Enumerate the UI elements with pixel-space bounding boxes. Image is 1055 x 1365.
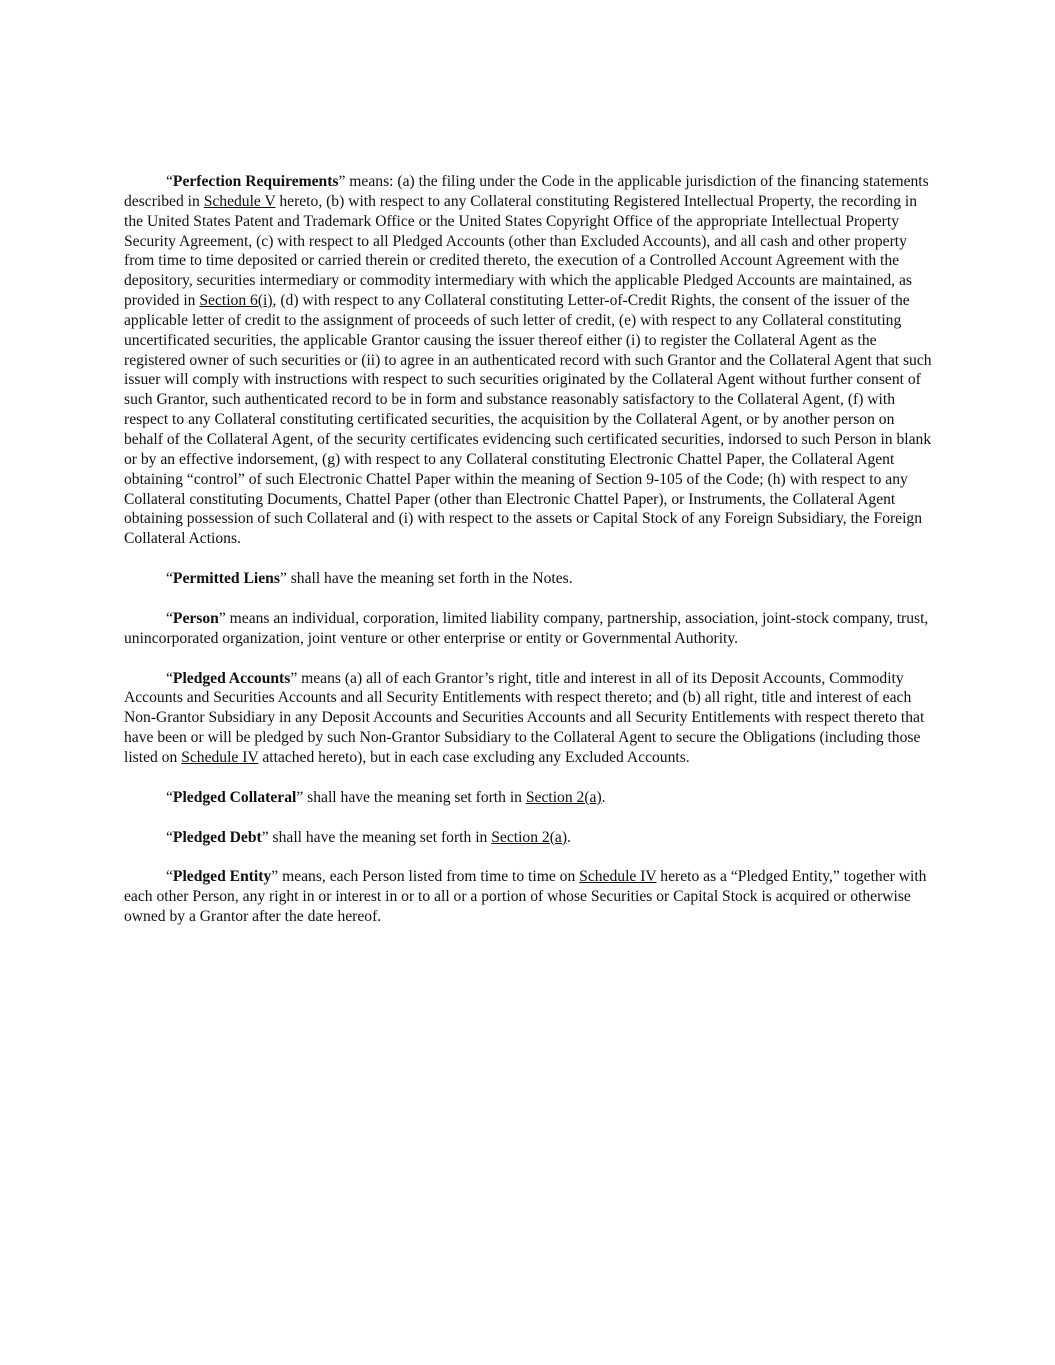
schedule-iv-reference: Schedule IV (579, 868, 657, 886)
definition-pledged-debt: “Pledged Debt” shall have the meaning set forth in Section 2(a). (166, 828, 571, 846)
definition-permitted-liens: “Permitted Liens” shall have the meaning set forth in the Notes. (166, 570, 573, 588)
defined-term: Pledged Debt (172, 828, 262, 846)
definition-pledged-entity: “Pledged Entity” means, each Person listed from time to time on Schedule IV hereto as a “Pledged Entity,” together with each other Person, any right in or interest in or to all or a portion of whose Securities or Capital Stock is acquired or otherwise owned by a Grantor after the date hereof. (124, 868, 927, 926)
defined-term: Pledged Accounts (172, 669, 291, 687)
document-page (124, 172, 934, 947)
definition-perfection-requirements: “Perfection Requirements” means: (a) the filing under the Code in the applicable jurisdiction of the financing statements described in Schedule V hereto, (b) with respect to any Collateral constituting Registered Intellectual Property, the recording in the United States Patent and Trademark Office or the United States Copyright Office of the appropriate Intellectual Property Security Agreement, (c) with respect to all Pledged Accounts (other than Excluded Accounts), and all cash and other property from time to time deposited or carried therein or credited thereto, the execution of a Controlled Account Agreement with the depository, securities intermediary or commodity intermediary with which the applicable Pledged Accounts are maintained, as provided in Section 6(i), (d) with respect to any Collateral constituting Letter-of-Credit Rights, the consent of the issuer of the applicable letter of credit to the assignment of proceeds of such letter of credit, (e) with respect to any Collateral constituting uncertificated securities, the applicable Grantor causing the issuer thereof either (i) to register the Collateral Agent as the registered owner of such securities or (ii) to agree in an authenticated record with such Grantor and the Collateral Agent that such issuer will comply with instructions with respect to such securities originated by the Collateral Agent without further consent of such Grantor, such authenticated record to be in form and substance reasonably satisfactory to the Collateral Agent, (f) with respect to any Collateral constituting certificated securities, the acquisition by the Collateral Agent, or by another person on behalf of the Collateral Agent, of the security certificates evidencing such certificated securities, indorsed to such Person in blank or by an effective indorsement, (g) with respect to any Collateral constituting Electronic Chattel Paper, the Collateral Agent obtaining “control” of such Electronic Chattel Paper within the meaning of Section 9-105 of the Code; (h) with respect to any Collateral constituting Documents, Chattel Paper (other than Electronic Chattel Paper), or Instruments, the Collateral Agent obtaining possession of such Collateral and (i) with respect to the assets or Capital Stock of any Foreign Subsidiary, the Foreign Collateral Actions. (124, 173, 932, 548)
definition-pledged-accounts: “Pledged Accounts” means (a) all of each Grantor’s right, title and interest in all of its Deposit Accounts, Commodity Accounts and Securities Accounts and all Security Entitlements with respect thereto; and (b) all right, title and interest of each Non-Grantor Subsidiary in any Deposit Accounts and Securities Accounts and all Security Entitlements with respect thereto that have been or will be pledged by such Non-Grantor Subsidiary to the Collateral Agent to secure the Obligations (including those listed on Schedule IV attached hereto), but in each case excluding any Excluded Accounts. (124, 669, 925, 766)
defined-term: Person (172, 609, 219, 627)
section-2a-reference: Section 2(a) (491, 828, 568, 846)
defined-term: Permitted Liens (172, 570, 280, 588)
schedule-v-reference: Schedule V (203, 192, 276, 210)
defined-term: Pledged Entity (172, 868, 272, 886)
definition-person: “Person” means an individual, corporation, limited liability company, partnership, association, joint-stock company, trust, unincorporated organization, joint venture or other enterprise or entity or Governmental Authority. (124, 609, 929, 647)
section-6i-reference: Section 6(i) (199, 292, 273, 310)
defined-term: Perfection Requirements (172, 173, 339, 190)
schedule-iv-reference: Schedule IV (181, 748, 259, 766)
definition-pledged-collateral: “Pledged Collateral” shall have the meaning set forth in Section 2(a). (166, 788, 606, 806)
section-2a-reference: Section 2(a) (525, 788, 602, 806)
defined-term: Pledged Collateral (172, 788, 297, 806)
